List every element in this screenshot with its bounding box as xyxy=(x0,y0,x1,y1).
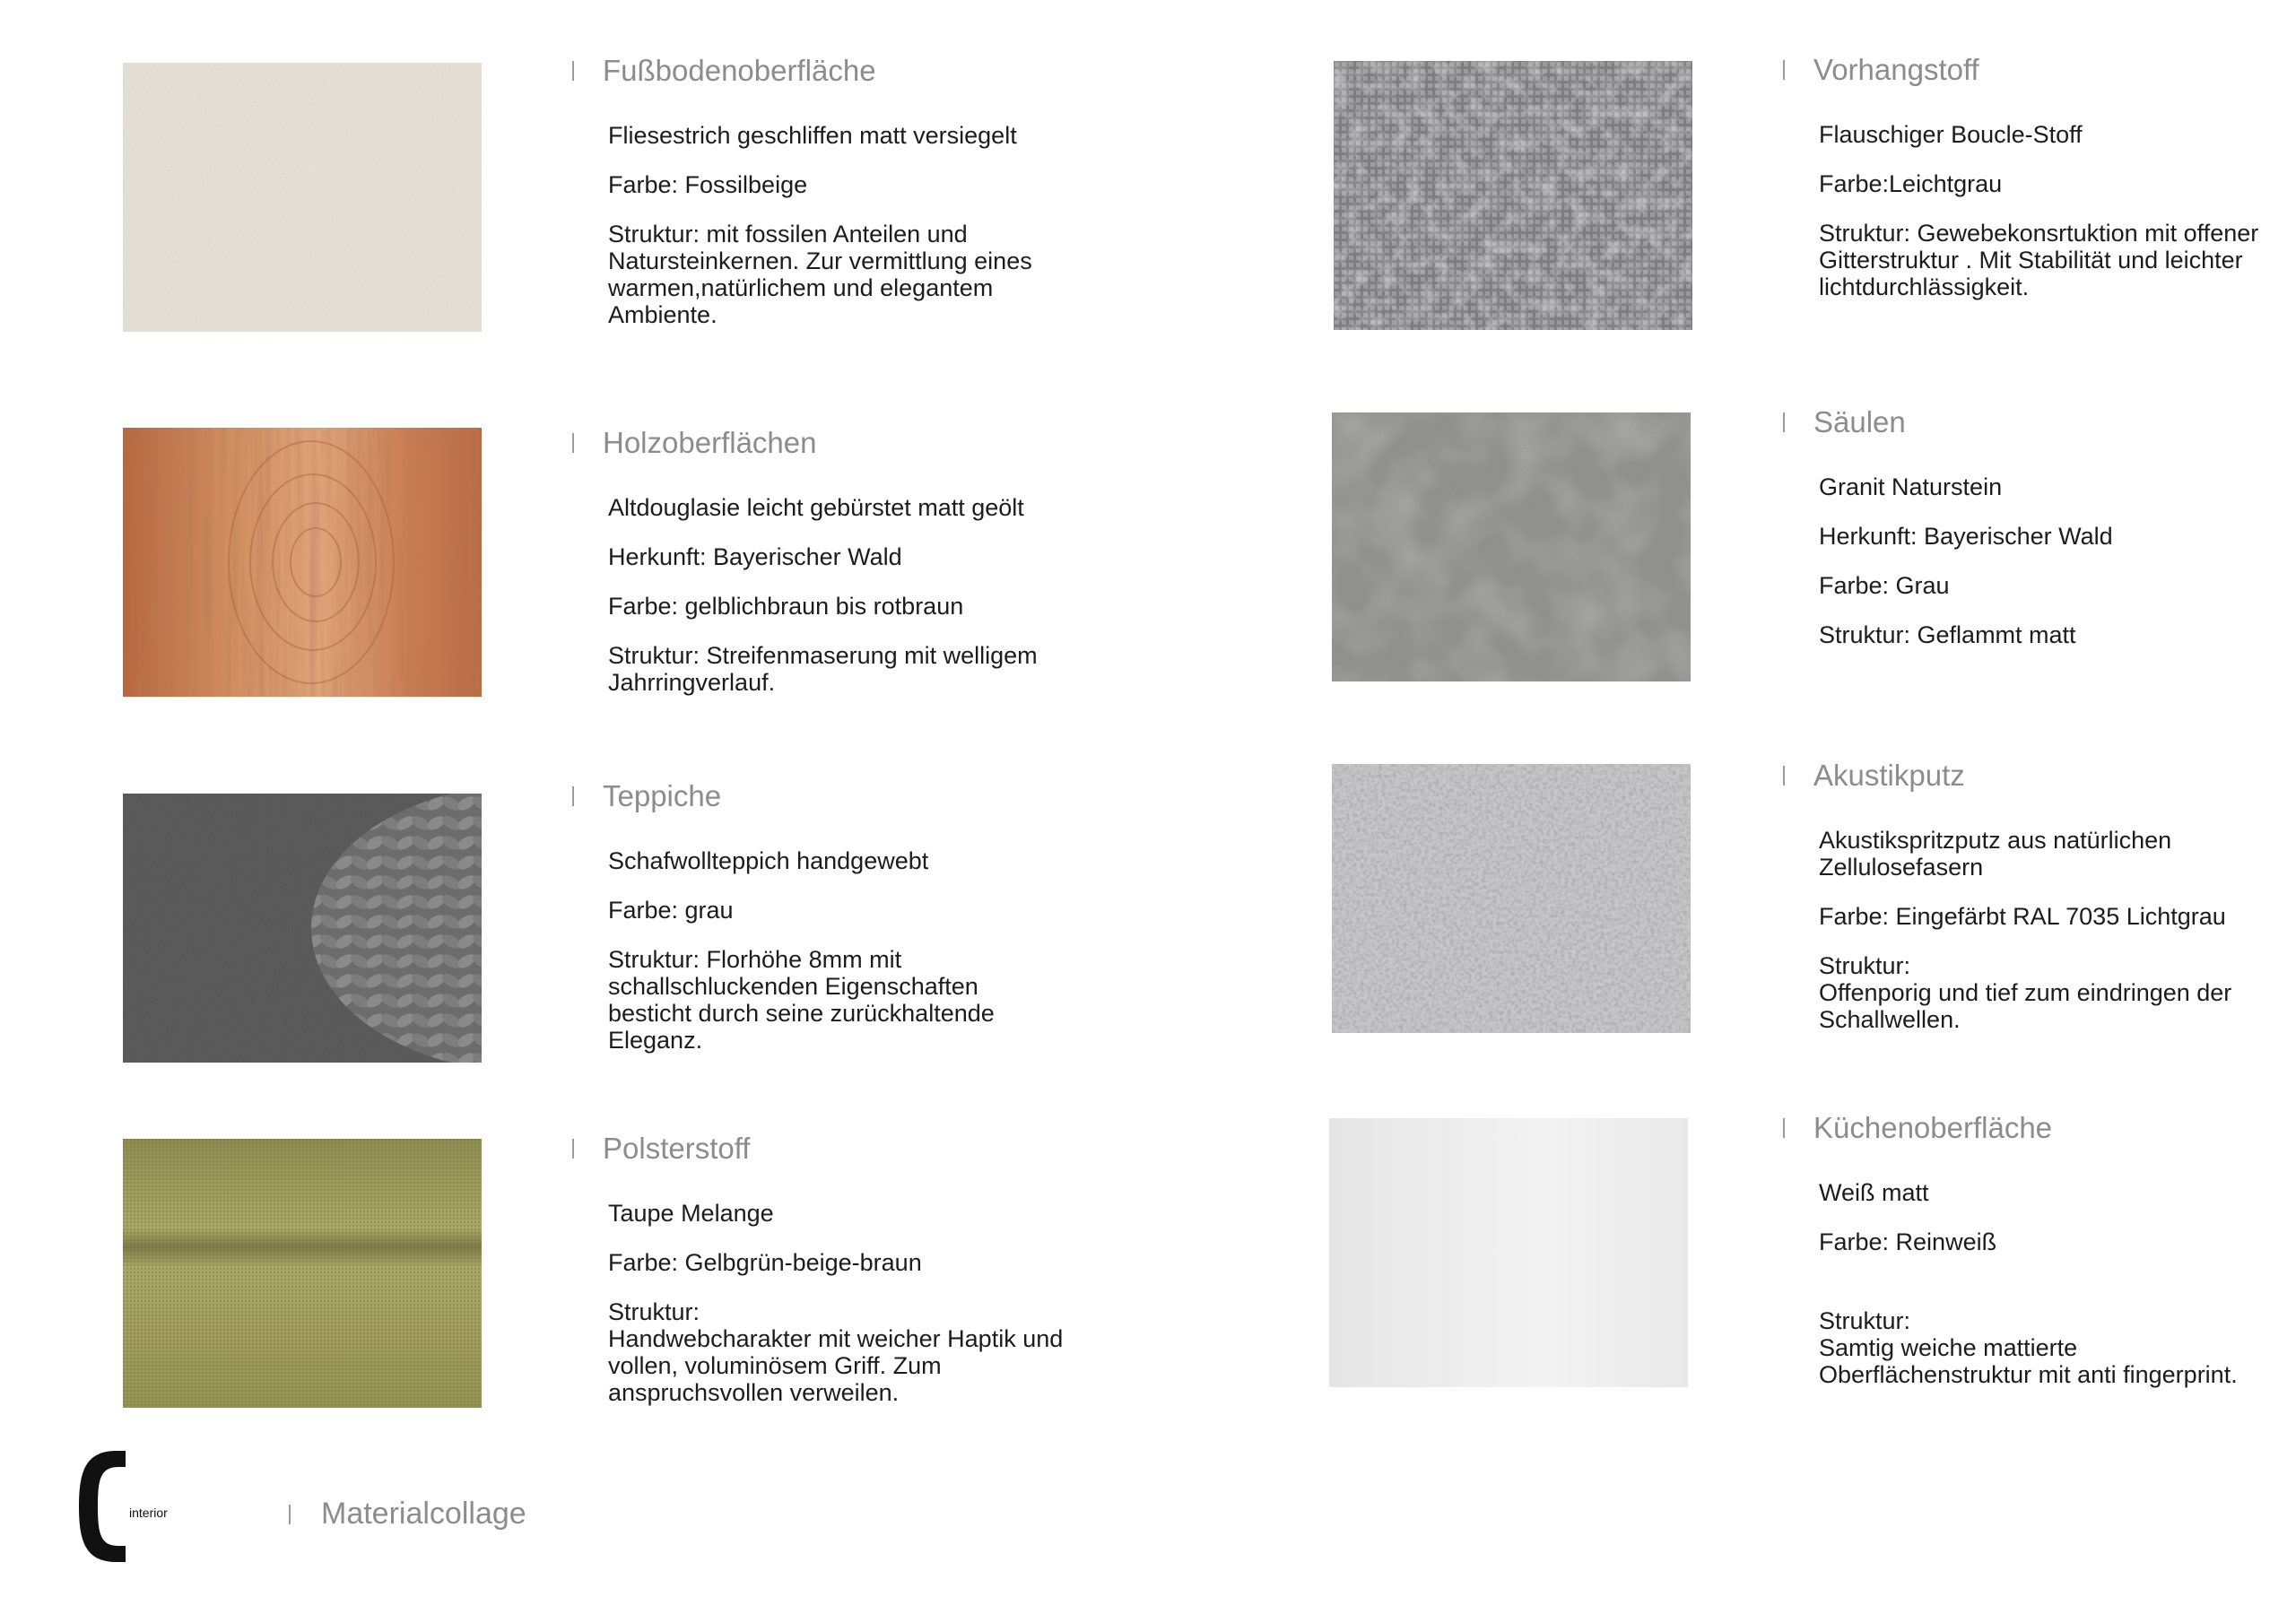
material-line: Taupe Melange xyxy=(608,1200,774,1227)
material-line: Struktur: mit fossilen Anteilen und Natursteinkernen. Zur vermittlung eines warmen,natürlichem und elegantem Ambiente. xyxy=(608,221,1032,328)
material-line: Herkunft: Bayerischer Wald xyxy=(1819,523,2113,550)
footer-divider-bar xyxy=(289,1505,291,1524)
swatch-acoustic-plaster xyxy=(1332,764,1691,1033)
title-divider-bar xyxy=(572,61,574,81)
title-divider-bar xyxy=(1783,60,1785,80)
title-divider-bar xyxy=(572,786,574,806)
material-line: Fliesestrich geschliffen matt versiegelt xyxy=(608,122,1017,149)
swatch-douglas-fir-wood xyxy=(123,428,482,697)
material-title: Küchenoberfläche xyxy=(1813,1111,2053,1144)
material-line: Struktur: Offenporig und tief zum eindringen der Schallwellen. xyxy=(1819,952,2232,1033)
material-title: Holzoberflächen xyxy=(603,426,817,459)
material-title: Polsterstoff xyxy=(603,1132,751,1165)
material-entry xyxy=(572,426,1074,718)
material-title: Akustikputz xyxy=(1813,759,1965,792)
material-line: Struktur: Handwebcharakter mit weicher Haptik und vollen, voluminösem Griff. Zum anspruchsvollen verweilen. xyxy=(608,1298,1064,1406)
material-line: Struktur: Samtig weiche mattierte Oberflächenstruktur mit anti fingerprint. xyxy=(1819,1307,2238,1388)
material-line: Weiß matt xyxy=(1819,1179,1929,1206)
material-line: Struktur: Geflammt matt xyxy=(1819,621,2076,648)
material-line: Struktur: Gewebekonsrtuktion mit offener Gitterstruktur . Mit Stabilität und leichter lichtdurchlässigkeit. xyxy=(1819,220,2259,300)
material-line: Herkunft: Bayerischer Wald xyxy=(608,543,902,570)
material-title: Fußbodenoberfläche xyxy=(603,54,876,87)
logo-word: interior xyxy=(129,1506,168,1520)
material-line: Farbe: grau xyxy=(608,897,734,924)
material-title: Teppiche xyxy=(603,779,722,812)
title-divider-bar xyxy=(1783,1118,1785,1138)
material-line: Struktur: Florhöhe 8mm mit schallschluckenden Eigenschaften besticht durch seine zurückhaltende Eleganz. xyxy=(608,946,995,1054)
material-entry xyxy=(1783,405,2285,671)
material-line: Farbe: Grau xyxy=(1819,572,1950,599)
material-line: Struktur: Streifenmaserung mit welligem Jahrringverlauf. xyxy=(608,642,1038,696)
material-entry xyxy=(1783,1111,2285,1410)
material-entry xyxy=(1783,53,2285,323)
swatch-olive-upholstery-fabric xyxy=(123,1139,482,1408)
material-title: Säulen xyxy=(1813,405,1906,438)
material-line: Farbe: gelblichbraun bis rotbraun xyxy=(608,593,964,620)
material-line: Farbe: Gelbgrün-beige-braun xyxy=(608,1249,922,1276)
title-divider-bar xyxy=(572,1139,574,1159)
swatch-fossil-beige-screed xyxy=(123,63,482,332)
material-entry xyxy=(572,54,1074,351)
material-title: Vorhangstoff xyxy=(1813,53,1979,86)
swatch-matte-white-surface xyxy=(1329,1118,1688,1387)
material-line: Schafwollteppich handgewebt xyxy=(608,847,929,874)
material-line: Flauschiger Boucle-Stoff xyxy=(1819,121,2083,148)
material-line: Farbe: Fossilbeige xyxy=(608,171,808,198)
svg-text:b: b xyxy=(113,1499,126,1522)
swatch-flamed-granite xyxy=(1332,412,1691,681)
title-divider-bar xyxy=(1783,412,1785,432)
material-line: Granit Naturstein xyxy=(1819,473,2003,500)
title-divider-bar xyxy=(1783,766,1785,785)
material-entry xyxy=(1783,759,2285,1055)
cb-interior-logo xyxy=(70,1444,178,1569)
swatch-grey-wool-carpet xyxy=(123,794,482,1063)
material-entry xyxy=(572,1132,1074,1428)
material-line: Farbe:Leichtgrau xyxy=(1819,170,2003,197)
material-line: Farbe: Eingefärbt RAL 7035 Lichtgrau xyxy=(1819,903,2226,930)
material-entry xyxy=(572,779,1074,1076)
material-line: Akustikspritzputz aus natürlichen Zellulosefasern xyxy=(1819,827,2172,881)
material-line: Farbe: Reinweiß xyxy=(1819,1228,1997,1255)
page-title: Materialcollage xyxy=(321,1497,526,1531)
swatch-grey-boucle-fabric xyxy=(1334,61,1692,330)
material-line: Altdouglasie leicht gebürstet matt geölt xyxy=(608,494,1024,521)
title-divider-bar xyxy=(572,433,574,453)
